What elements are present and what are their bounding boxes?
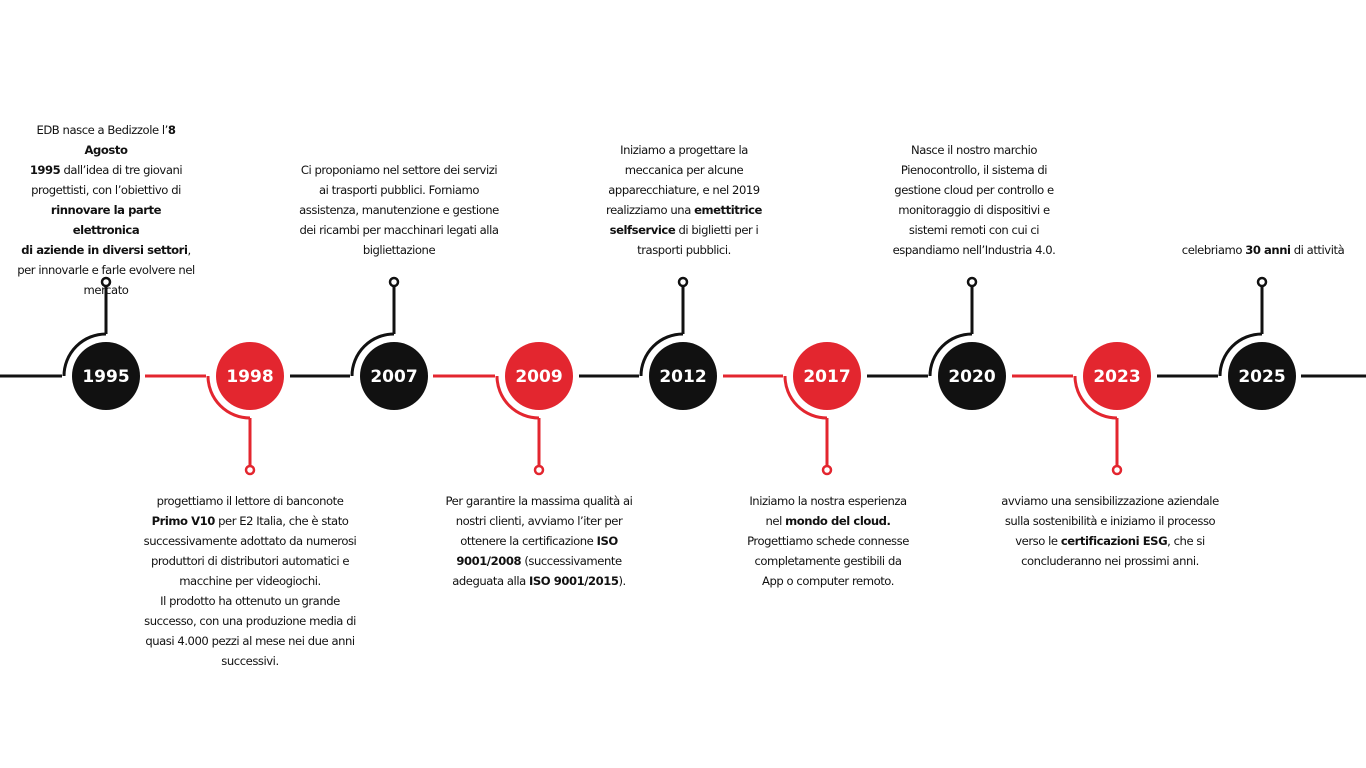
description-2009 (436, 491, 642, 591)
connector-dot (968, 278, 976, 286)
description-line (994, 491, 1226, 511)
bold-text: 1995 (29, 163, 61, 177)
text-run: trasporti pubblici. (637, 243, 731, 257)
description-line (16, 200, 196, 240)
description-line (994, 511, 1226, 531)
description-line (737, 551, 919, 571)
description-line (140, 631, 360, 651)
text-run: meccanica per alcune (624, 163, 744, 177)
description-line (596, 160, 772, 180)
connector-dot (823, 466, 831, 474)
text-run: dall’idea di tre giovani (60, 163, 183, 177)
description-1998 (140, 491, 360, 671)
year-label: 2007 (370, 367, 418, 387)
bold-text: certificazioni ESG (1060, 534, 1168, 548)
text-run: progettiamo il lettore di banconote (156, 494, 344, 508)
text-run: concluderanno nei prossimi anni. (1021, 554, 1199, 568)
text-run: Ci proponiamo nel settore dei servizi (300, 163, 498, 177)
text-run: produttori di distributori automatici e (150, 554, 350, 568)
bold-text: 8 Agosto (84, 123, 176, 157)
description-line (737, 491, 919, 511)
description-line (16, 280, 196, 300)
description-line (737, 511, 919, 531)
description-line (882, 180, 1066, 200)
bold-text: di aziende in diversi settori (21, 243, 188, 257)
description-line (290, 160, 508, 180)
text-run: per E2 Italia, che è stato (214, 514, 349, 528)
description-line (596, 140, 772, 160)
description-line (596, 240, 772, 260)
text-run: apparecchiature, e nel 2019 (608, 183, 760, 197)
text-run: bigliettazione (362, 243, 436, 257)
description-line (140, 551, 360, 571)
text-run: ai trasporti pubblici. Forniamo (319, 183, 479, 197)
description-line (140, 531, 360, 551)
bold-text: rinnovare la parte elettronica (50, 203, 162, 237)
text-run: Il prodotto ha ottenuto un grande (160, 594, 340, 608)
description-line (882, 240, 1066, 260)
text-run: per innovarle e farle evolvere nel (17, 263, 195, 277)
description-2023 (994, 491, 1226, 571)
description-line (436, 491, 642, 511)
description-line (140, 571, 360, 591)
description-line (16, 120, 196, 160)
connector-dot (246, 466, 254, 474)
connector-dot (1258, 278, 1266, 286)
description-line (140, 511, 360, 531)
description-2017 (737, 491, 919, 591)
text-run: , (187, 243, 191, 257)
description-line (882, 140, 1066, 160)
description-line (290, 180, 508, 200)
text-run: celebriamo (1181, 243, 1246, 257)
text-run: nel (765, 514, 786, 528)
description-line (290, 200, 508, 220)
text-run: progettisti, con l’obiettivo di (31, 183, 181, 197)
text-run: Iniziamo la nostra esperienza (749, 494, 907, 508)
year-label: 2020 (948, 367, 996, 387)
description-line (737, 531, 919, 551)
bold-text: ISO (596, 534, 618, 548)
description-line (994, 551, 1226, 571)
text-run: sistemi remoti con cui ci (908, 223, 1040, 237)
text-run: EDB nasce a Bedizzole l’ (36, 123, 168, 137)
description-line (290, 220, 508, 240)
text-run: successivi. (221, 654, 279, 668)
text-run: monitoraggio di dispositivi e (898, 203, 1050, 217)
text-run: Pienocontrollo, il sistema di (900, 163, 1048, 177)
description-line (436, 571, 642, 591)
description-line (882, 200, 1066, 220)
bold-text: Primo V10 (151, 514, 215, 528)
description-line (140, 651, 360, 671)
text-run: ). (618, 574, 626, 588)
description-line (994, 531, 1226, 551)
text-run: espandiamo nell’Industria 4.0. (892, 243, 1056, 257)
text-run: dei ricambi per macchinari legati alla (299, 223, 499, 237)
text-run: Per garantire la massima qualità ai (445, 494, 633, 508)
connector-dot (390, 278, 398, 286)
connector-dot (1113, 466, 1121, 474)
text-run: quasi 4.000 pezzi al mese nei due anni (145, 634, 355, 648)
text-run: adeguata alla (452, 574, 529, 588)
text-run: di biglietti per i (675, 223, 759, 237)
description-line (16, 180, 196, 200)
description-2025 (1172, 240, 1354, 260)
text-run: Progettiamo schede connesse (747, 534, 909, 548)
text-run: ottenere la certificazione (460, 534, 597, 548)
text-run: , che si (1167, 534, 1205, 548)
connector-dot (679, 278, 687, 286)
bold-text: emettitrice (694, 203, 762, 217)
description-line (290, 240, 508, 260)
bold-text: mondo del cloud. (785, 514, 891, 528)
description-line (140, 611, 360, 631)
description-line (16, 160, 196, 180)
description-line (140, 591, 360, 611)
description-line (882, 220, 1066, 240)
text-run: assistenza, manutenzione e gestione (299, 203, 499, 217)
description-line (596, 200, 772, 220)
text-run: successivamente adottato da numerosi (143, 534, 357, 548)
description-line (436, 511, 642, 531)
text-run: sulla sostenibilità e iniziamo il processo (1004, 514, 1216, 528)
text-run: macchine per videogiochi. (179, 574, 321, 588)
text-run: completamente gestibili da (754, 554, 902, 568)
description-line (737, 571, 919, 591)
year-label: 2009 (515, 367, 563, 387)
description-line (882, 160, 1066, 180)
connector-dot (535, 466, 543, 474)
bold-text: selfservice (609, 223, 676, 237)
description-2012 (596, 140, 772, 260)
text-run: Iniziamo a progettare la (620, 143, 748, 157)
description-line (596, 220, 772, 240)
description-line (16, 260, 196, 280)
description-2020 (882, 140, 1066, 260)
text-run: (successivamente (521, 554, 622, 568)
year-label: 1995 (82, 367, 130, 387)
year-label: 2023 (1093, 367, 1141, 387)
description-line (16, 240, 196, 260)
text-run: nostri clienti, avviamo l’iter per (455, 514, 623, 528)
year-label: 2025 (1238, 367, 1286, 387)
bold-text: ISO 9001/2015 (528, 574, 619, 588)
text-run: successo, con una produzione media di (144, 614, 356, 628)
text-run: avviamo una sensibilizzazione aziendale (1001, 494, 1219, 508)
year-label: 2012 (659, 367, 707, 387)
text-run: App o computer remoto. (762, 574, 894, 588)
text-run: gestione cloud per controllo e (894, 183, 1054, 197)
year-label: 1998 (226, 367, 274, 387)
bold-text: 30 anni (1245, 243, 1291, 257)
description-line (436, 551, 642, 571)
description-line (436, 531, 642, 551)
text-run: di attività (1290, 243, 1345, 257)
bold-text: 9001/2008 (456, 554, 522, 568)
year-label: 2017 (803, 367, 851, 387)
text-run: verso le (1015, 534, 1061, 548)
text-run: Nasce il nostro marchio (910, 143, 1038, 157)
text-run: mercato (83, 283, 129, 297)
description-line (140, 491, 360, 511)
description-line (596, 180, 772, 200)
description-1995 (16, 120, 196, 300)
description-line (1172, 240, 1354, 260)
text-run: realizziamo una (606, 203, 695, 217)
description-2007 (290, 160, 508, 260)
